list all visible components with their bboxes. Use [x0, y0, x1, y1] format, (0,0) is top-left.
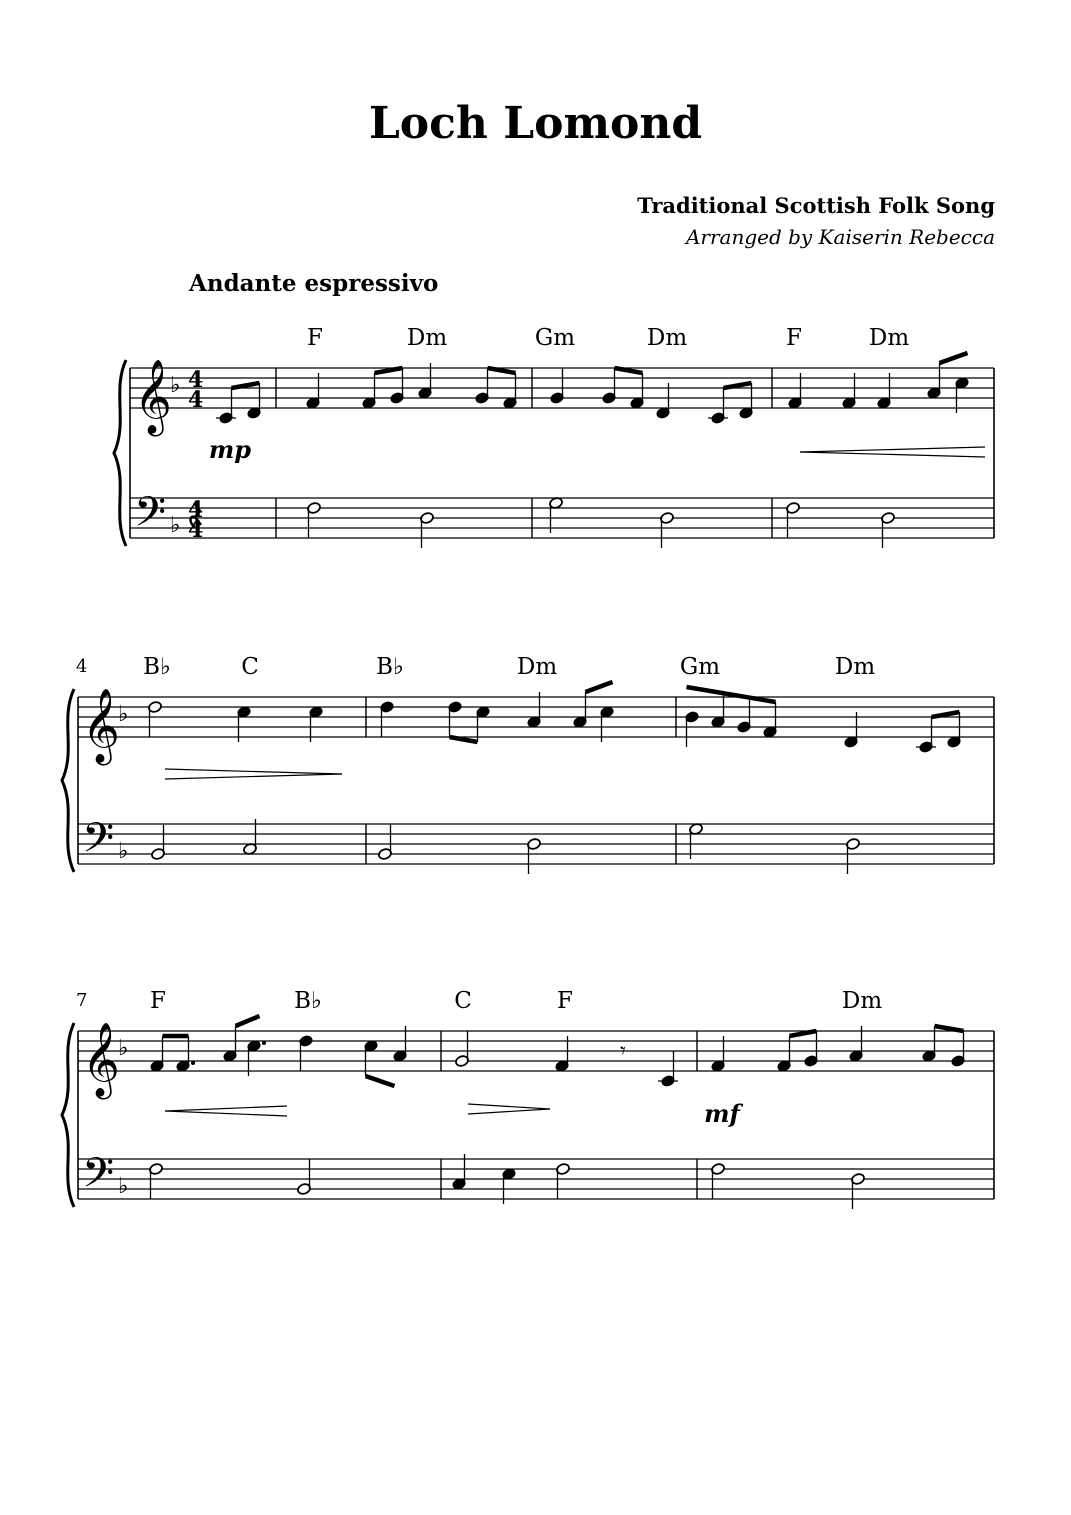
flat-icon: ♭	[118, 702, 129, 727]
note-beam	[940, 353, 968, 363]
chord-symbol: F	[786, 325, 802, 351]
dynamic-marking: mf	[704, 1099, 740, 1128]
note-beam	[375, 368, 403, 373]
chord-symbol: Dm	[834, 654, 876, 680]
time-signature-top: 4	[188, 497, 204, 523]
measure-number: 4	[76, 656, 88, 677]
chord-symbol: Dm	[406, 325, 448, 351]
chord-symbol: F	[307, 325, 323, 351]
score-title: Loch Lomond	[368, 98, 703, 149]
eighth-rest-icon: 𝄾	[620, 1039, 626, 1064]
flat-icon: ♭	[118, 1174, 129, 1199]
note-beam	[615, 368, 643, 373]
time-signature-top: 4	[188, 367, 204, 393]
time-signature-bottom: 4	[188, 387, 204, 413]
chord-symbol: Dm	[516, 654, 558, 680]
dot	[191, 1061, 195, 1065]
note-beam	[932, 712, 960, 717]
crescendo-hairpin	[800, 447, 985, 452]
chord-symbol: B♭	[294, 988, 322, 1014]
measure-number: 7	[76, 990, 88, 1011]
chord-symbol: B♭	[376, 654, 404, 680]
chord-symbol: Dm	[868, 325, 910, 351]
flat-icon: ♭	[118, 839, 129, 864]
crescendo-hairpin	[165, 1111, 287, 1116]
bass-clef-icon: 𝄢	[82, 814, 115, 872]
treble-clef-icon: 𝄞	[82, 1023, 120, 1097]
brace	[62, 689, 74, 872]
diminuendo-hairpin	[468, 1104, 550, 1109]
note-beam	[232, 383, 260, 388]
diminuendo-hairpin	[165, 769, 342, 774]
chord-symbol: Gm	[534, 325, 576, 351]
note-beam	[236, 1016, 260, 1026]
crescendo-hairpin	[800, 452, 985, 457]
flat-icon: ♭	[170, 373, 181, 398]
bass-clef-icon: 𝄢	[82, 1149, 115, 1207]
note-beam	[724, 383, 752, 388]
note-beam	[450, 737, 478, 742]
treble-clef-icon: 𝄞	[82, 689, 120, 763]
time-signature-bottom: 4	[188, 517, 204, 543]
chord-symbol: F	[150, 988, 166, 1014]
diminuendo-hairpin	[165, 774, 342, 779]
treble-clef-icon: 𝄞	[134, 360, 172, 434]
note-beam	[586, 682, 613, 692]
note-beam	[366, 1076, 395, 1086]
flat-icon: ♭	[170, 513, 181, 538]
brace	[114, 360, 126, 546]
note-beam	[687, 687, 776, 702]
arranger-credit: Arranged by Kaiserin Rebecca	[685, 225, 995, 249]
chord-symbol: C	[241, 654, 259, 680]
tempo-marking: Andante espressivo	[189, 270, 439, 297]
chord-symbol: B♭	[143, 654, 171, 680]
note-beam	[790, 1031, 817, 1036]
staves	[62, 360, 994, 1207]
bass-clef-icon: 𝄢	[134, 488, 167, 546]
brace	[62, 1023, 74, 1207]
dynamic-marking: mp	[208, 435, 252, 464]
note-beam	[488, 368, 516, 373]
diminuendo-hairpin	[468, 1109, 550, 1114]
chord-symbol: Gm	[679, 654, 721, 680]
chord-symbol: Dm	[646, 325, 688, 351]
chord-symbol: C	[454, 988, 472, 1014]
crescendo-hairpin	[165, 1106, 287, 1111]
chord-symbol: F	[557, 988, 573, 1014]
composer-credit: Traditional Scottish Folk Song	[637, 193, 995, 218]
notes	[148, 353, 985, 1209]
flat-icon: ♭	[118, 1036, 129, 1061]
chord-symbol: Dm	[841, 988, 883, 1014]
note-beam	[935, 1026, 964, 1031]
dot	[262, 1041, 266, 1045]
